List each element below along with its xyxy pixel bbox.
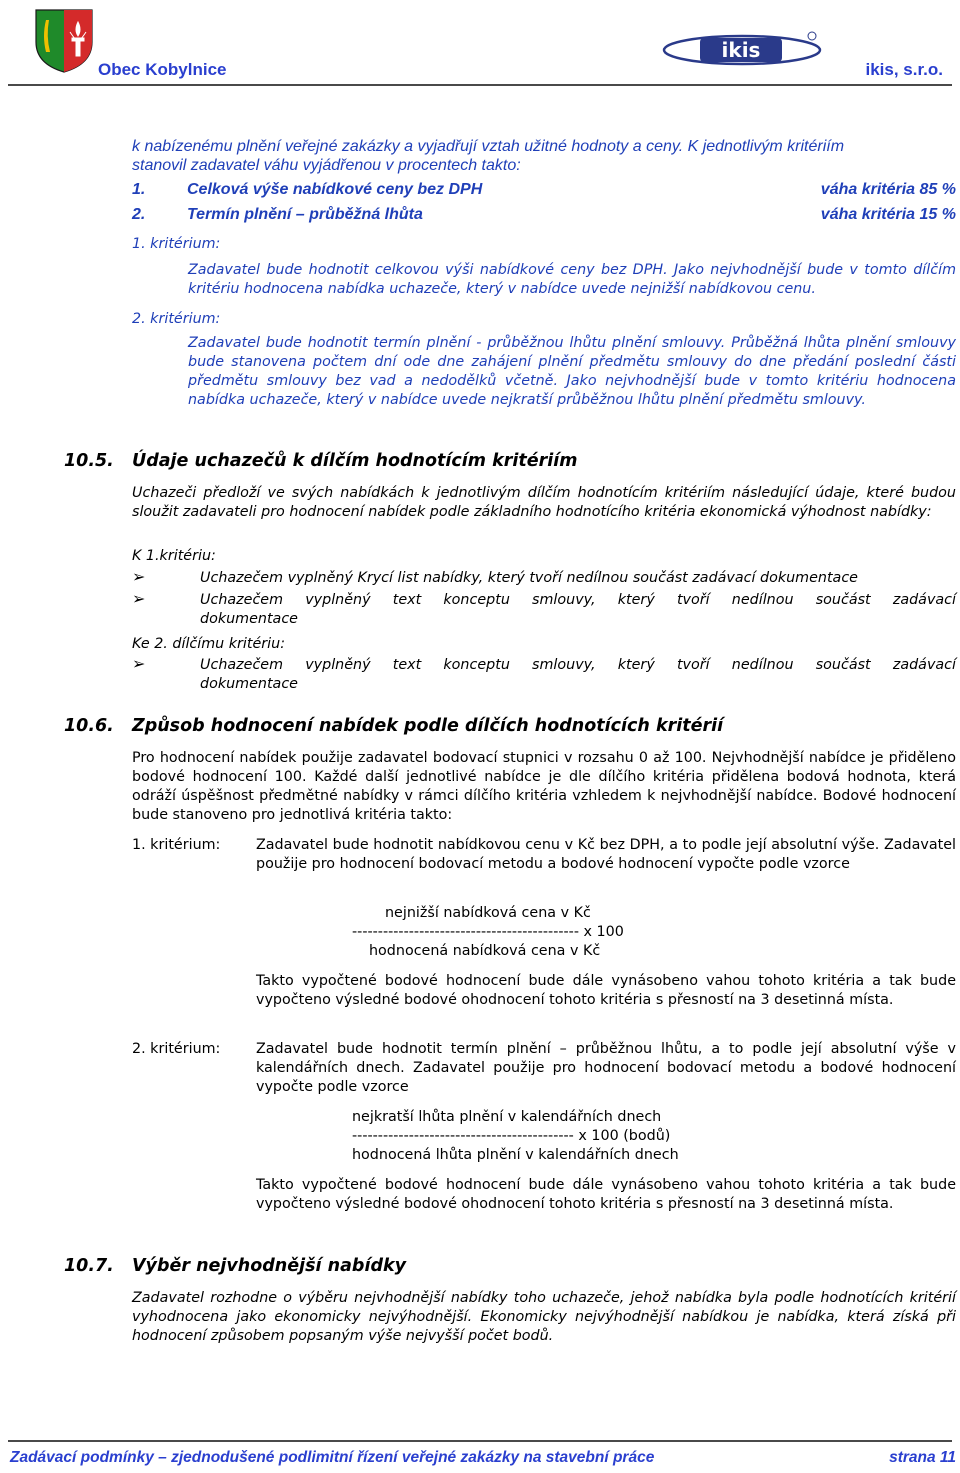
section-10-6-c1-label: 1. kritérium: xyxy=(132,837,221,853)
section-10-5-k1-bullet-2: Uchazečem vyplněný text konceptu smlouvy, který tvoří nedílnou součást zadávací xyxy=(200,592,956,608)
section-10-6-c2-label: 2. kritérium: xyxy=(132,1041,221,1057)
section-10-6-c2-after: Takto vypočtené bodové hodnocení bude dále vynásobeno vahou tohoto kritéria a tak bude vypočteno výsledné bodové ohodnocení tohoto kritéria s přesností na 3 desetinná místa. xyxy=(256,1177,956,1212)
ikis-logo xyxy=(662,28,824,72)
intro-line-1: k nabízenému plnění veřejné zakázky a vyjadřují vztah užitné hodnoty a ceny. K jednotlivým kritériím xyxy=(132,138,845,155)
svg-text:ikis: ikis xyxy=(721,38,761,62)
criterion-number: 2. xyxy=(132,206,146,223)
criterion-1-text: Zadavatel bude hodnotit celkovou výši nabídkové ceny bez DPH. Jako nejvhodnější bude v tomto dílčím kritériu hodnocena nabídka uchazeče, který v nabídce uvede nejnižší nabídkovou cenu. xyxy=(188,262,956,297)
header-divider xyxy=(8,84,952,86)
section-10-7-text: Zadavatel rozhodne o výběru nejvhodnější nabídky toho uchazeče, jehož nabídka byla podle hodnotících kritérií vyhodnocena jako ekonomicky nejvýhodnější. Ekonomicky nejvýhodnější nabídkou je nabídka, která získá při hodnocení způsobem popsaným výše nejvyšší počet bodů. xyxy=(132,1290,956,1344)
header-company: ikis, s.r.o. xyxy=(865,60,943,79)
criterion-1-label: 1. kritérium: xyxy=(132,236,221,252)
criterion-name: Termín plnění – průběžná lhůta xyxy=(187,206,423,223)
footer xyxy=(10,1449,956,1467)
bullet-arrow-icon: ➢ xyxy=(132,654,146,673)
section-10-5-intro: Uchazeči předloží ve svých nabídkách k jednotlivým dílčím hodnotícím kritériím následující údaje, které budou sloužit zadavateli pro hodnocení nabídek podle základního hodnotícího kritéria ekonomická výhodnost nabídky: xyxy=(132,485,956,520)
section-10-6-c2-text: Zadavatel bude hodnotit termín plnění – průběžnou lhůtu, a to podle její absolutní výše v kalendářních dnech. Zadavatel použije pro hodnocení bodovací metodu a bodové hodnocení vypočte podle vzorce xyxy=(256,1041,956,1095)
intro-line-2: stanovil zadavatel váhu vyjádřenou v procentech takto: xyxy=(132,157,521,174)
page-number: strana 11 xyxy=(889,1449,956,1466)
section-10-6-c1-after: Takto vypočtené bodové hodnocení bude dále vynásobeno vahou tohoto kritéria a tak bude vypočteno výsledné bodové ohodnocení tohoto kritéria s přesností na 3 desetinná místa. xyxy=(256,973,956,1008)
section-10-7-number: 10.7. xyxy=(64,1256,114,1276)
section-10-6-number: 10.6. xyxy=(64,716,114,736)
section-10-7-title: Výběr nejvhodnější nabídky xyxy=(132,1256,407,1276)
section-10-5-k1-label: K 1.kritériu: xyxy=(132,548,216,564)
section-10-5-k2-label: Ke 2. dílčímu kritériu: xyxy=(132,636,286,652)
criterion-weight: váha kritéria 15 % xyxy=(820,206,956,223)
section-10-6-c1-text: Zadavatel bude hodnotit nabídkovou cenu v Kč bez DPH, a to podle její absolutní výše. Zadavatel použije pro hodnocení bodovací metodu a bodové hodnocení vypočte podle vzorce xyxy=(256,837,956,872)
bullet-arrow-icon: ➢ xyxy=(132,589,146,608)
formula-1-fraction-line: -------------------------------------------- x 100 xyxy=(352,924,624,940)
section-10-6-intro: Pro hodnocení nabídek použije zadavatel bodovací stupnici v rozsahu 0 až 100. Nejvhodnější nabídce je přiděleno bodové hodnocení 100. Každé další jednotlivé nabídce je dle dílčího kritéria přidělena bodová hodnota, která odráží úspěšnost předmětné nabídky v rámci dílčího kritéria vzhledem k nejvhodnější nabídce. Bodové hodnocení bude stanoveno pro jednotlivá kritéria takto: xyxy=(132,750,956,823)
section-10-5-k1-bullet-1: Uchazečem vyplněný Krycí list nabídky, který tvoří nedílnou součást zadávací dokumentace xyxy=(200,570,858,586)
footer-title: Zadávací podmínky – zjednodušené podlimitní řízení veřejné zakázky na stavební práce xyxy=(10,1449,655,1466)
criterion-name: Celková výše nabídkové ceny bez DPH xyxy=(187,181,483,198)
criterion-weight: váha kritéria 85 % xyxy=(820,181,956,198)
coat-of-arms-logo xyxy=(34,8,94,74)
formula-1-numerator: nejnižší nabídková cena v Kč xyxy=(385,905,591,921)
formula-2-denominator: hodnocená lhůta plnění v kalendářních dnech xyxy=(352,1147,679,1163)
section-10-6-title: Způsob hodnocení nabídek podle dílčích hodnotících kritérií xyxy=(132,716,724,736)
footer-divider xyxy=(8,1440,952,1442)
section-10-5-number: 10.5. xyxy=(64,451,114,471)
criterion-number: 1. xyxy=(132,181,146,198)
section-10-5-k1-bullet-2-cont: dokumentace xyxy=(200,611,298,627)
section-10-5-k2-bullet-1-cont: dokumentace xyxy=(200,676,298,692)
formula-1-denominator: hodnocená nabídková cena v Kč xyxy=(369,943,601,959)
formula-2-numerator: nejkratší lhůta plnění v kalendářních dnech xyxy=(352,1109,662,1125)
header-organization: Obec Kobylnice xyxy=(98,60,227,79)
criterion-2-text: Zadavatel bude hodnotit termín plnění - průběžnou lhůtu plnění smlouvy. Průběžná lhůta plnění smlouvy bude stanovena počtem dní ode dne zahájení plnění předmětu smlouvy do dne předání poslední části předmětu smlouvy bez vad a nedodělků včetně. Jako nejvhodnější bude v tomto kritériu hodnocena nabídka uchazeče, který v nabídce uvede nejkratší průběžnou lhůtu plnění předmětu smlouvy. xyxy=(188,335,956,408)
criterion-2-label: 2. kritérium: xyxy=(132,311,221,327)
bullet-arrow-icon: ➢ xyxy=(132,567,146,586)
formula-2-fraction-line: ------------------------------------------- x 100 (bodů) xyxy=(352,1128,671,1144)
section-10-5-title: Údaje uchazečů k dílčím hodnotícím kritériím xyxy=(132,451,578,471)
section-10-5-k2-bullet-1: Uchazečem vyplněný text konceptu smlouvy, který tvoří nedílnou součást zadávací xyxy=(200,657,956,673)
